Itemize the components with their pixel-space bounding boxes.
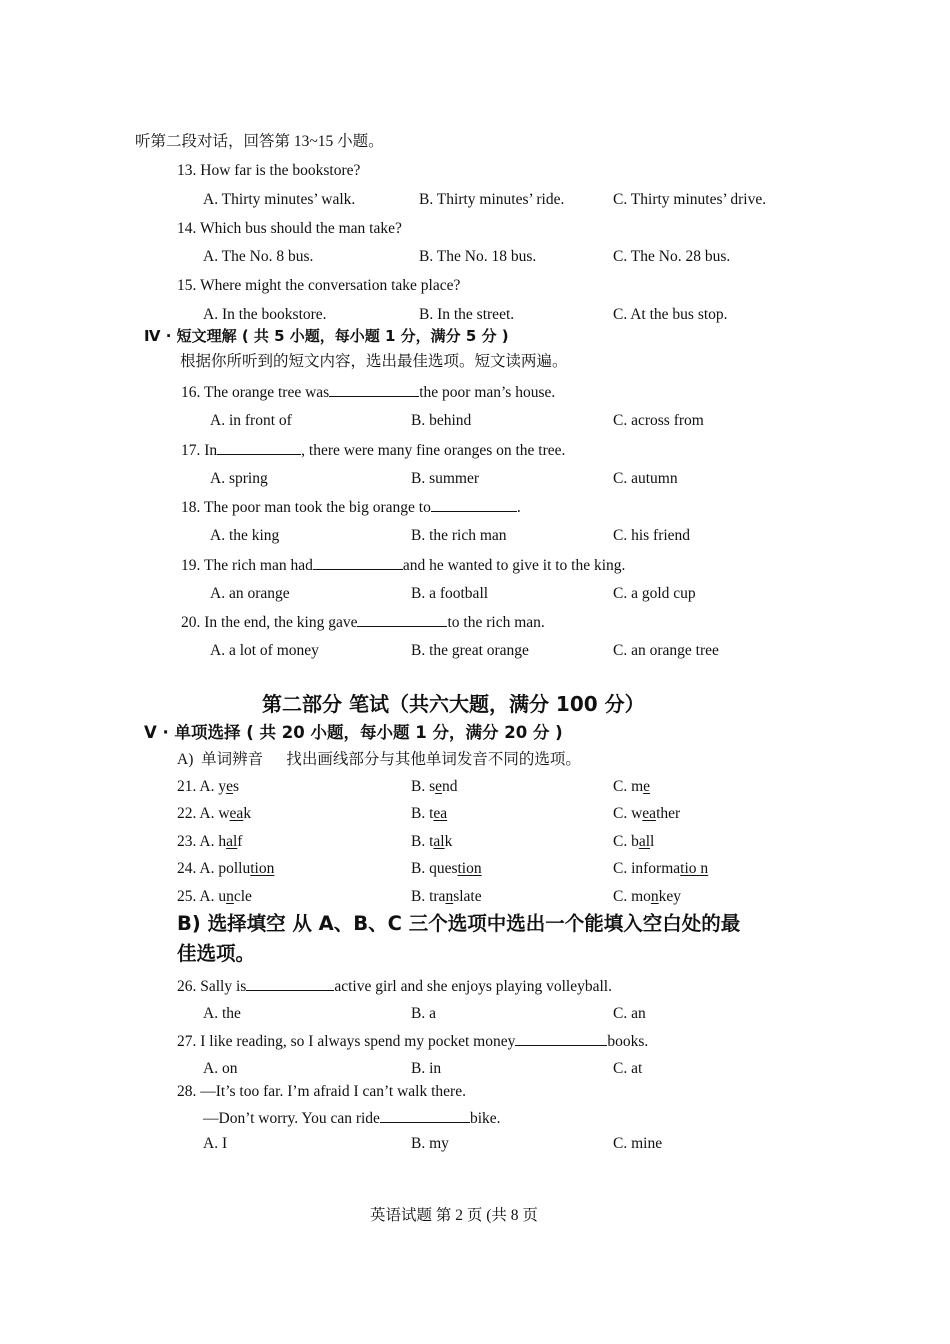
option-18c: C. his friend [613,527,691,544]
dialog2-instruction: 听第二段对话，回答第 13~15 小题。 [135,133,384,150]
question-28: 28. —It’s too far. I’m afraid I can’t walk there. [177,1083,466,1100]
option-21b: B. send [411,778,458,795]
option-22c: C. weather [613,805,681,822]
section5-subb-line1: B) 选择填空 从 A、B、C 三个选项中选出一个能填入空白处的最 [177,912,741,935]
answer-blank [329,382,419,397]
question-28-reply: —Don’t worry. You can ride bike. [203,1110,501,1127]
option-13c: C. Thirty minutes’ drive. [613,191,767,208]
option-26a: A. the [203,1005,241,1022]
option-26b: B. a [411,1005,436,1022]
section5-suba: A) 单词辨音 找出画线部分与其他单词发音不同的选项。 [177,751,581,768]
question-15: 15. Where might the conversation take place? [177,277,461,294]
option-20b: B. the great orange [411,642,529,659]
question-20: 20. In the end, the king gave to the rich man. [181,614,545,631]
option-24b: B. question [411,860,482,877]
section5-subb-line2: 佳选项。 [177,942,256,965]
question-17: 17. In , there were many fine oranges on the tree. [181,442,566,459]
question-21: 21. A. yes [177,778,240,795]
question-27: 27. I like reading, so I always spend my pocket money books. [177,1033,649,1050]
question-23: 23. A. half [177,833,243,850]
option-15c: C. At the bus stop. [613,306,728,323]
question-13: 13. How far is the bookstore? [177,162,361,179]
option-27b: B. in [411,1060,442,1077]
option-16a: A. in front of [210,412,292,429]
option-21c: C. me [613,778,651,795]
option-27a: A. on [203,1060,238,1077]
option-23b: B. talk [411,833,453,850]
option-26c: C. an [613,1005,646,1022]
option-17a: A. spring [210,470,268,487]
option-27c: C. at [613,1060,643,1077]
option-19a: A. an orange [210,585,290,602]
option-19b: B. a football [411,585,489,602]
option-17b: B. summer [411,470,480,487]
question-16: 16. The orange tree was the poor man’s house. [181,384,556,401]
option-25b: B. translate [411,888,482,905]
option-14b: B. The No. 18 bus. [419,248,537,265]
option-24c: C. informatio n [613,860,709,877]
option-14a: A. The No. 8 bus. [203,248,314,265]
question-14: 14. Which bus should the man take? [177,220,402,237]
option-23c: C. ball [613,833,655,850]
option-17c: C. autumn [613,470,678,487]
option-22b: B. tea [411,805,448,822]
answer-blank [357,612,447,627]
page-footer: 英语试题 第 2 页 (共 8 页 [370,1207,538,1224]
option-28a: A. I [203,1135,228,1152]
answer-blank [313,555,403,570]
option-20c: C. an orange tree [613,642,719,659]
question-19: 19. The rich man had and he wanted to give it to the king. [181,557,626,574]
answer-blank [515,1031,607,1046]
option-18a: A. the king [210,527,280,544]
option-15a: A. In the bookstore. [203,306,327,323]
option-25c: C. monkey [613,888,682,905]
answer-blank [217,440,301,455]
option-16c: C. across from [613,412,704,429]
option-16b: B. behind [411,412,472,429]
answer-blank [431,497,517,512]
option-20a: A. a lot of money [210,642,319,659]
section4-heading: Ⅳ · 短文理解 ( 共 5 小题，每小题 1 分，满分 5 分 ) [144,327,509,345]
option-14c: C. The No. 28 bus. [613,248,731,265]
option-15b: B. In the street. [419,306,515,323]
section4-instruction: 根据你所听到的短文内容，选出最佳选项。短文读两遍。 [180,353,568,370]
part2-title: 第二部分 笔试（共六大题，满分 100 分） [262,692,645,716]
question-25: 25. A. uncle [177,888,252,905]
option-28b: B. my [411,1135,449,1152]
question-22: 22. A. weak [177,805,252,822]
question-18: 18. The poor man took the big orange to . [181,499,521,516]
option-18b: B. the rich man [411,527,507,544]
question-24: 24. A. pollution [177,860,275,877]
section5-heading: Ⅴ · 单项选择 ( 共 20 小题，每小题 1 分，满分 20 分 ) [144,723,563,742]
option-13b: B. Thirty minutes’ ride. [419,191,565,208]
option-19c: C. a gold cup [613,585,696,602]
answer-blank [246,976,334,991]
question-26: 26. Sally is active girl and she enjoys playing volleyball. [177,978,612,995]
answer-blank [380,1108,470,1123]
option-13a: A. Thirty minutes’ walk. [203,191,356,208]
option-28c: C. mine [613,1135,663,1152]
